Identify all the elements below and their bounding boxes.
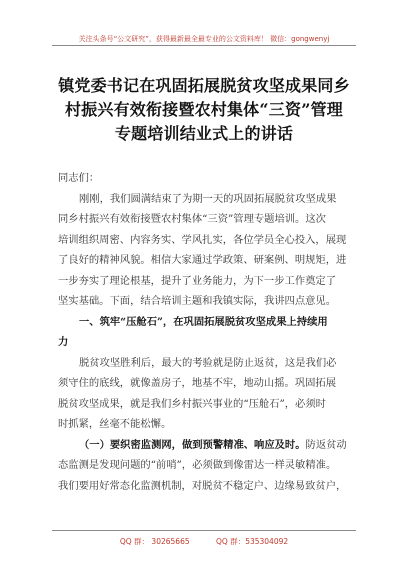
body-line: 了良好的精神风貌。相信大家通过学政策、研案例、明规矩，进: [58, 254, 347, 266]
body-line: 脱贫攻坚胜利后，最大的考验就是防止返贫，这是我们必: [79, 356, 337, 369]
title-line: 专题培训结业式上的讲话: [114, 124, 294, 143]
body-line: 同乡村振兴有效衔接暨农村集体“三资”管理专题培训。这次: [58, 213, 326, 225]
section-heading: 一、筑牢“压舱石”，在巩固拓展脱贫攻坚成果上持续用: [79, 315, 328, 328]
section-heading-cont: 力: [58, 336, 69, 348]
point-line: [58, 435, 364, 456]
body-line: 坚实基础。下面，结合培训主题和我镇实际，我讲四点意见。: [58, 295, 337, 307]
header-note: 关注头条号“公文研究”，获得最新最全最专业的公文资料库！ 微信：gongwenyj: [78, 35, 330, 43]
title-line: 村振兴有效衔接暨农村集体“三资”管理: [64, 100, 343, 119]
body-line: 脱贫攻坚成果，就是我们乡村振兴事业的“压舱石”，必须时: [58, 397, 326, 410]
body-line: 须守住的底线，就像盖房子，地基不牢，地动山摇。巩固拓展: [58, 377, 337, 389]
header-divider: [52, 45, 356, 46]
body-line: 态监测是发现问题的“前哨”，必须做到像雷达一样灵敏精准。: [58, 459, 337, 471]
qq-group-1: QQ 群： 30265665: [119, 537, 190, 546]
footer: [0, 536, 408, 547]
salutation: 同志们：: [58, 172, 100, 184]
title-line: 镇党委书记在巩固拓展脱贫攻坚成果同乡: [58, 76, 350, 95]
body-line: 时抓紧，丝毫不能松懈。: [58, 418, 172, 430]
body-line: 一步夯实了理论根基，提升了业务能力，为下一步工作奠定了: [58, 274, 337, 287]
point-text: 防返贫动: [305, 438, 347, 451]
document-body: [58, 168, 364, 496]
footer-divider: [52, 530, 356, 531]
document-title: [58, 74, 350, 146]
body-line: 刚刚，我们圆满结束了为期一天的巩固拓展脱贫攻坚成果: [79, 192, 337, 205]
point-heading: （一）要织密监测网，做到预警精准、响应及时。: [79, 438, 306, 451]
qq-group-2: QQ 群：535304092: [216, 537, 289, 546]
body-line: 培训组织周密、内容务实、学风扎实，各位学员全心投入，展现: [58, 233, 347, 246]
body-line: 我们要用好常态化监测机制，对脱贫不稳定户、边缘易致贫户，: [58, 479, 347, 492]
